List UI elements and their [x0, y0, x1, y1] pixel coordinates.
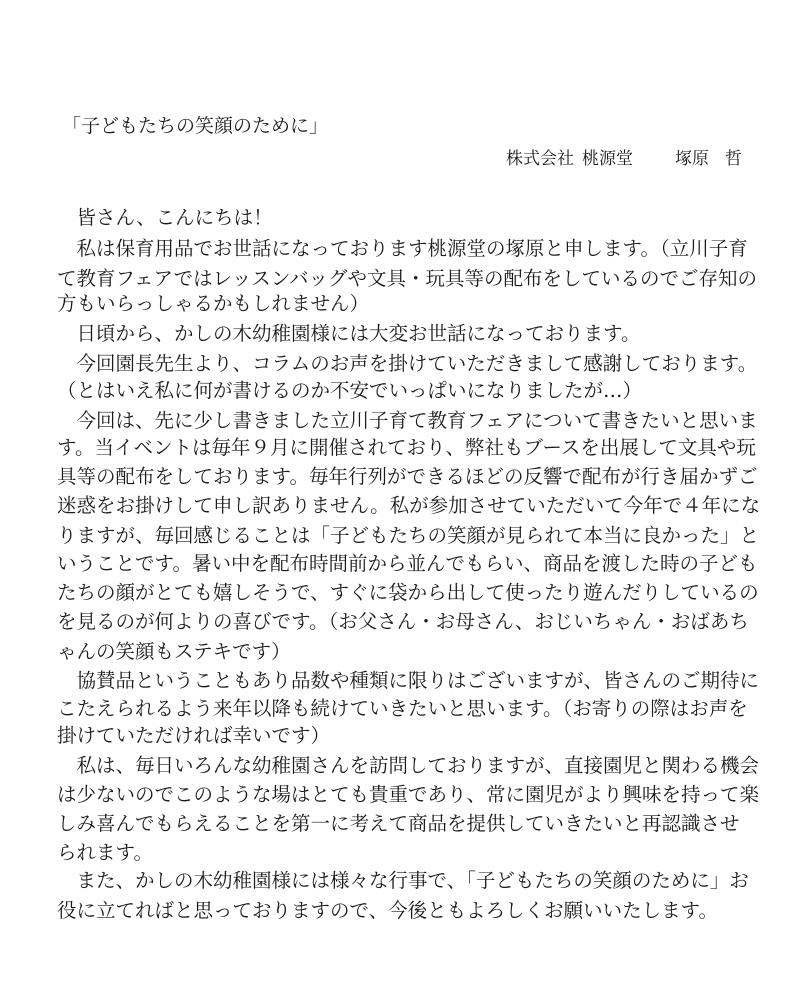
column-title: 「子どもたちの笑顔のために」 [62, 115, 329, 137]
author-line [506, 146, 742, 172]
body-line: また、かしの木幼稚園様には様々な行事で、「子どもたちの笑顔のために」お [57, 869, 749, 892]
author-surname: 塚原 [675, 149, 709, 169]
body-line: 私は保育用品でお世話になっております桃源堂の塚原と申します。（立川子育 [57, 237, 748, 260]
body-line: 具等の配布をしております。毎年行列ができるほどの反響で配布が行き届かずご [57, 465, 758, 488]
body-line: たちの顔がとても嬉しそうで、すぐに袋から出して使ったり遊んだりしているの [57, 581, 759, 604]
body-line: （とはいえ私に何が書けるのか不安でいっぱいになりましたが…） [57, 379, 643, 402]
body-line: 今回は、先に少し書きました立川子育て教育フェアについて書きたいと思いま [57, 409, 758, 432]
body-line: ゃんの笑顔もステキです） [57, 640, 291, 663]
body-line: られます。 [57, 841, 153, 864]
body-line: 掛けていただければ幸いです） [57, 724, 331, 747]
body-line: 協賛品ということもあり品数や種類に限りはございますが、皆さんのご期待に [57, 669, 760, 692]
body-line: こたえられるよう来年以降も続けていきたいと思います。（お寄りの際はお声を [57, 697, 748, 720]
body-line: 方もいらっしゃるかもしれません） [57, 292, 370, 315]
body-line: 役に立てればと思っておりますので、今後ともよろしくお願いいたします。 [57, 899, 719, 922]
body-line: 迷惑をお掛けして申し訳ありません。私が参加させていただいて今年で４年にな [57, 494, 761, 517]
company-name: 桃源堂 [582, 149, 633, 169]
body-line: 皆さん、こんにちは！ [57, 206, 273, 229]
body-line: りますが、毎回感じることは「子どもたちの笑顔が見られて本当に良かった」と [57, 524, 760, 547]
body-line: しみ喜んでもらえることを第一に考えて商品を提供していきたいと再認識させ [57, 812, 740, 835]
body-line: を見るのが何よりの喜びです。（お父さん・お母さん、おじいちゃん・おばあち [57, 610, 749, 633]
author-given-name: 哲 [725, 149, 742, 169]
body-line: いうことです。暑い中を配布時間前から並んでもらい、商品を渡した時の子ども [57, 552, 758, 575]
body-line: 今回園長先生より、コラムのお声を掛けていただきまして感謝しております。 [57, 352, 758, 375]
body-line: す。当イベントは毎年９月に開催されており、弊社もブースを出展して文具や玩 [57, 436, 756, 459]
company-type: 株式会社 [506, 149, 574, 169]
body-line: 日頃から、かしの木幼稚園様には大変お世話になっております。 [57, 322, 641, 345]
body-line: て教育フェアではレッスンバッグや文具・玩具等の配布をしているのでご存知の [57, 267, 758, 290]
body-line: 私は、毎日いろんな幼稚園さんを訪問しておりますが、直接園児と関わる機会 [57, 754, 760, 777]
body-line: は少ないのでこのような場はとても貴重であり、常に園児がより興味を持って楽 [57, 783, 760, 806]
